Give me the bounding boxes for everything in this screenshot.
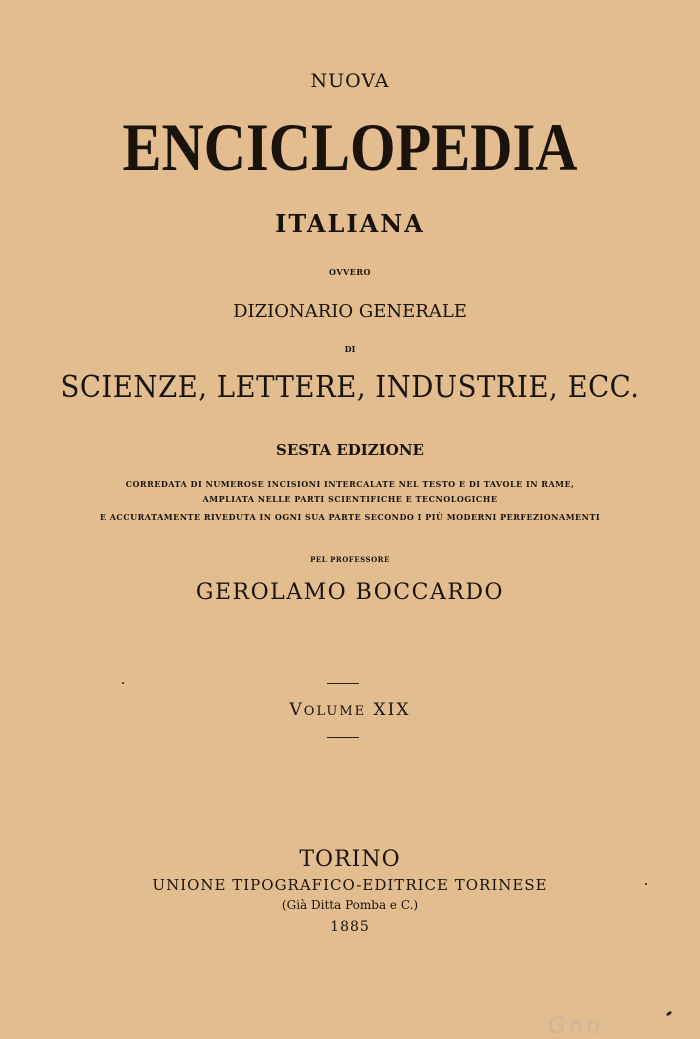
watermark-text: Goo xyxy=(548,1014,604,1039)
edition-label: SESTA EDIZIONE xyxy=(276,441,424,459)
volume-label-rest: OLUME xyxy=(303,704,367,719)
italiana-heading: ITALIANA xyxy=(275,209,425,238)
volume-rule-bottom xyxy=(327,737,359,738)
ink-speck xyxy=(122,682,124,684)
description-line-2: AMPLIATA NELLE PARTI SCIENTIFICHE E TECNOLOGICHE xyxy=(202,494,498,504)
imprint-former-name: (Già Ditta Pomba e C.) xyxy=(281,898,419,912)
ink-speck xyxy=(666,1011,673,1017)
enciclopedia-title: ENCICLOPEDIA xyxy=(122,109,578,185)
volume-label xyxy=(0,700,700,720)
subjects-heading: SCIENZE, LETTERE, INDUSTRIE, ECC. xyxy=(60,370,640,405)
dizionario-heading: DIZIONARIO GENERALE xyxy=(233,301,467,322)
volume-number: XIX xyxy=(373,700,411,720)
pel-professore-label: PEL PROFESSORE xyxy=(310,555,390,564)
imprint-city: TORINO xyxy=(299,847,401,872)
ink-speck xyxy=(645,883,647,885)
volume-rule-top xyxy=(327,683,359,684)
author-name: GEROLAMO BOCCARDO xyxy=(195,580,505,605)
imprint-year: 1885 xyxy=(330,919,370,935)
description-line-1: CORREDATA DI NUMEROSE INCISIONI INTERCALATE NEL TESTO E DI TAVOLE IN RAME, xyxy=(125,479,575,489)
ovvero-connector: OVVERO xyxy=(329,267,371,277)
description-line-3: E ACCURATAMENTE RIVEDUTA IN OGNI SUA PARTE SECONDO I PIÙ MODERNI PERFEZIONAMENTI xyxy=(99,512,601,522)
volume-label-initial: V xyxy=(289,700,304,720)
imprint-publisher: UNIONE TIPOGRAFICO-EDITRICE TORINESE xyxy=(152,876,548,894)
nuova-heading: NUOVA xyxy=(310,70,390,92)
di-connector: DI xyxy=(344,344,356,354)
